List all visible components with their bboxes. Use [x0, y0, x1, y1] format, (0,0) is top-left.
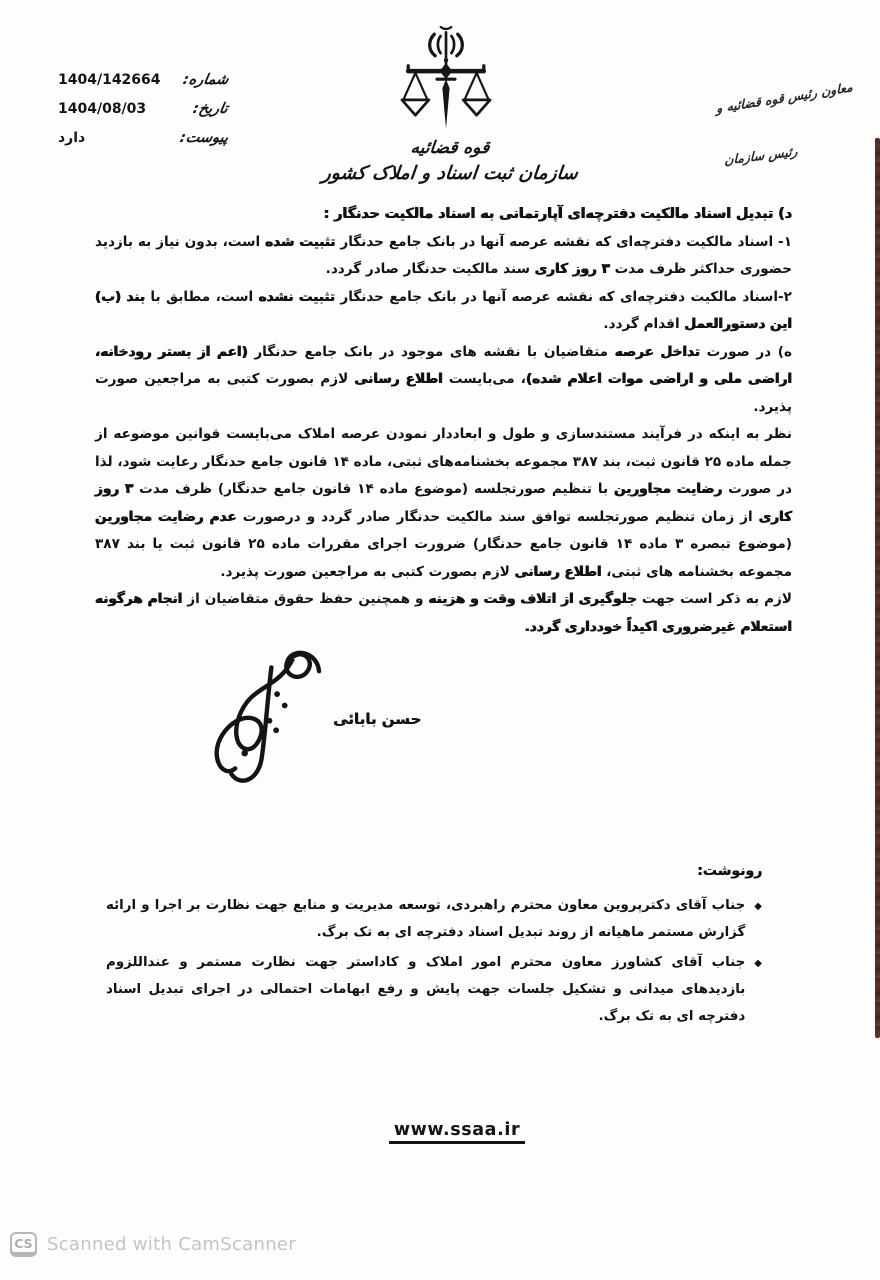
diamond-bullet-icon: ◆	[754, 901, 762, 912]
judiciary-scales-emblem-icon	[392, 20, 500, 142]
field-row-attachment	[58, 130, 228, 146]
cc-section	[106, 858, 762, 1033]
cc-item-text: جناب آقای دکترپروین معاون محترم راهبردی، توسعه مدیریت و منابع جهت نظارت بر اجرا و ارائه گزارش مستمر ماهیانه از روند تبدیل اسناد دفترچه ای به تک برگ.	[106, 898, 746, 940]
paragraph-legal-basis: نظر به اینکه در فرآیند مستندسازی و طول و ابعاددار نمودن عرصه املاک می‌بایست قوانین موضوعه از جمله ماده ۲۵ قانون ثبت، بند ۳۸۷ مجموعه بخشنامه‌های ثبتی، ماده ۱۴ قانون جامع حدنگار رعایت شود، لذا در صورت رضایت مجاورین با تنظیم صورتجلسه (موضوع ماده ۱۴ قانون جامع حدنگار) ظرف مدت ۳ روز کاری از زمان تنظیم صورتجلسه توافق سند مالکیت حدنگار صادر گردد و درصورت عدم رضایت مجاورین (موضوع تبصره ۳ ماده ۱۴ قانون جامع حدنگار) ضرورت اجرای مقررات ماده ۲۵ قانون ثبت یا بند ۳۸۷ مجموعه بخشنامه های ثبتی، اطلاع رسانی لازم بصورت کتبی به مراجعین صورت پذیرد.	[95, 426, 793, 580]
footer-website-line	[0, 1120, 880, 1144]
signer-name: حسن بابائی	[333, 710, 422, 728]
section-d-title: د) تبدیل اسناد مالکیت دفترچه‌ای آپارتمانی به اسناد مالکیت حدنگار :	[323, 206, 792, 222]
cc-item	[106, 949, 762, 1030]
letter-body	[95, 201, 792, 641]
side-note-head-title: رئیس سازمان	[724, 143, 798, 168]
diamond-bullet-icon: ◆	[754, 958, 762, 969]
paper-edge-strip	[875, 138, 880, 1038]
cc-item-text: جناب آقای کشاورز معاون محترم امور املاک و کاداستر جهت نظارت مستمر و عنداللزوم بازدیدهای میدانی و تشکیل جلسات جهت پایش و رفع ابهامات احتمالی در اجرای تبدیل اسناد دفترچه ای به تک برگ.	[106, 955, 746, 1024]
number-label: شماره:	[181, 72, 230, 88]
watermark-text: Scanned with CamScanner	[47, 1234, 296, 1255]
cc-item	[106, 892, 762, 946]
cc-heading: رونوشت:	[697, 863, 762, 879]
paragraph-closing-note: لازم به ذکر است جهت جلوگیری از اتلاف وقت و هزینه و همچنین حفظ حقوق متقاضیان از انجام هرگونه استعلام غیرضروری اکیداً خودداری گردد.	[95, 591, 792, 635]
signature-scribble-icon	[178, 632, 340, 800]
field-row-date	[58, 101, 228, 117]
paragraph-item-2: ۲-اسناد مالکیت دفترچه‌ای که نقشه عرصه آنها در بانک جامع حدنگار تثبیت نشده است، مطابق با بند (ب) این دستورالعمل اقدام گردد.	[95, 288, 792, 332]
camscanner-watermark	[10, 1232, 296, 1257]
date-label: تاریخ:	[191, 101, 230, 117]
paragraph-item-1: ۱- اسناد مالکیت دفترچه‌ای که نقشه عرصه آنها در بانک جامع حدنگار تثبیت شده است، بدون نیاز به بازدید حضوری حداکثر ظرف مدت ۳ روز کاری سند مالکیت حدنگار صادر گردد.	[95, 233, 793, 277]
date-value: 1404/08/03	[58, 101, 147, 117]
website-url: www.ssaa.ir	[389, 1120, 525, 1144]
org-name-judiciary: قوه قضائیه	[409, 138, 491, 158]
paragraph-item-h: ه) در صورت تداخل عرصه متقاضیان با نقشه های موجود در بانک جامع حدنگار (اعم از بستر رودخانه، اراضی ملی و اراضی موات اعلام شده)، می‌بایست اطلاع رسانی لازم بصورت کتبی به مراجعین صورت پذیرد.	[95, 343, 792, 415]
attachment-label: پیوست:	[178, 130, 230, 146]
camscanner-badge-icon: CS	[10, 1232, 37, 1257]
reference-fields	[58, 72, 228, 159]
attachment-value: دارد	[58, 130, 86, 146]
field-row-number	[58, 72, 228, 88]
number-value: 1404/142664	[58, 72, 161, 88]
side-note-deputy-title: معاون رئیس قوه قضائیه و	[716, 79, 853, 116]
org-name-registration: سازمان ثبت اسناد و املاک کشور	[320, 163, 579, 184]
